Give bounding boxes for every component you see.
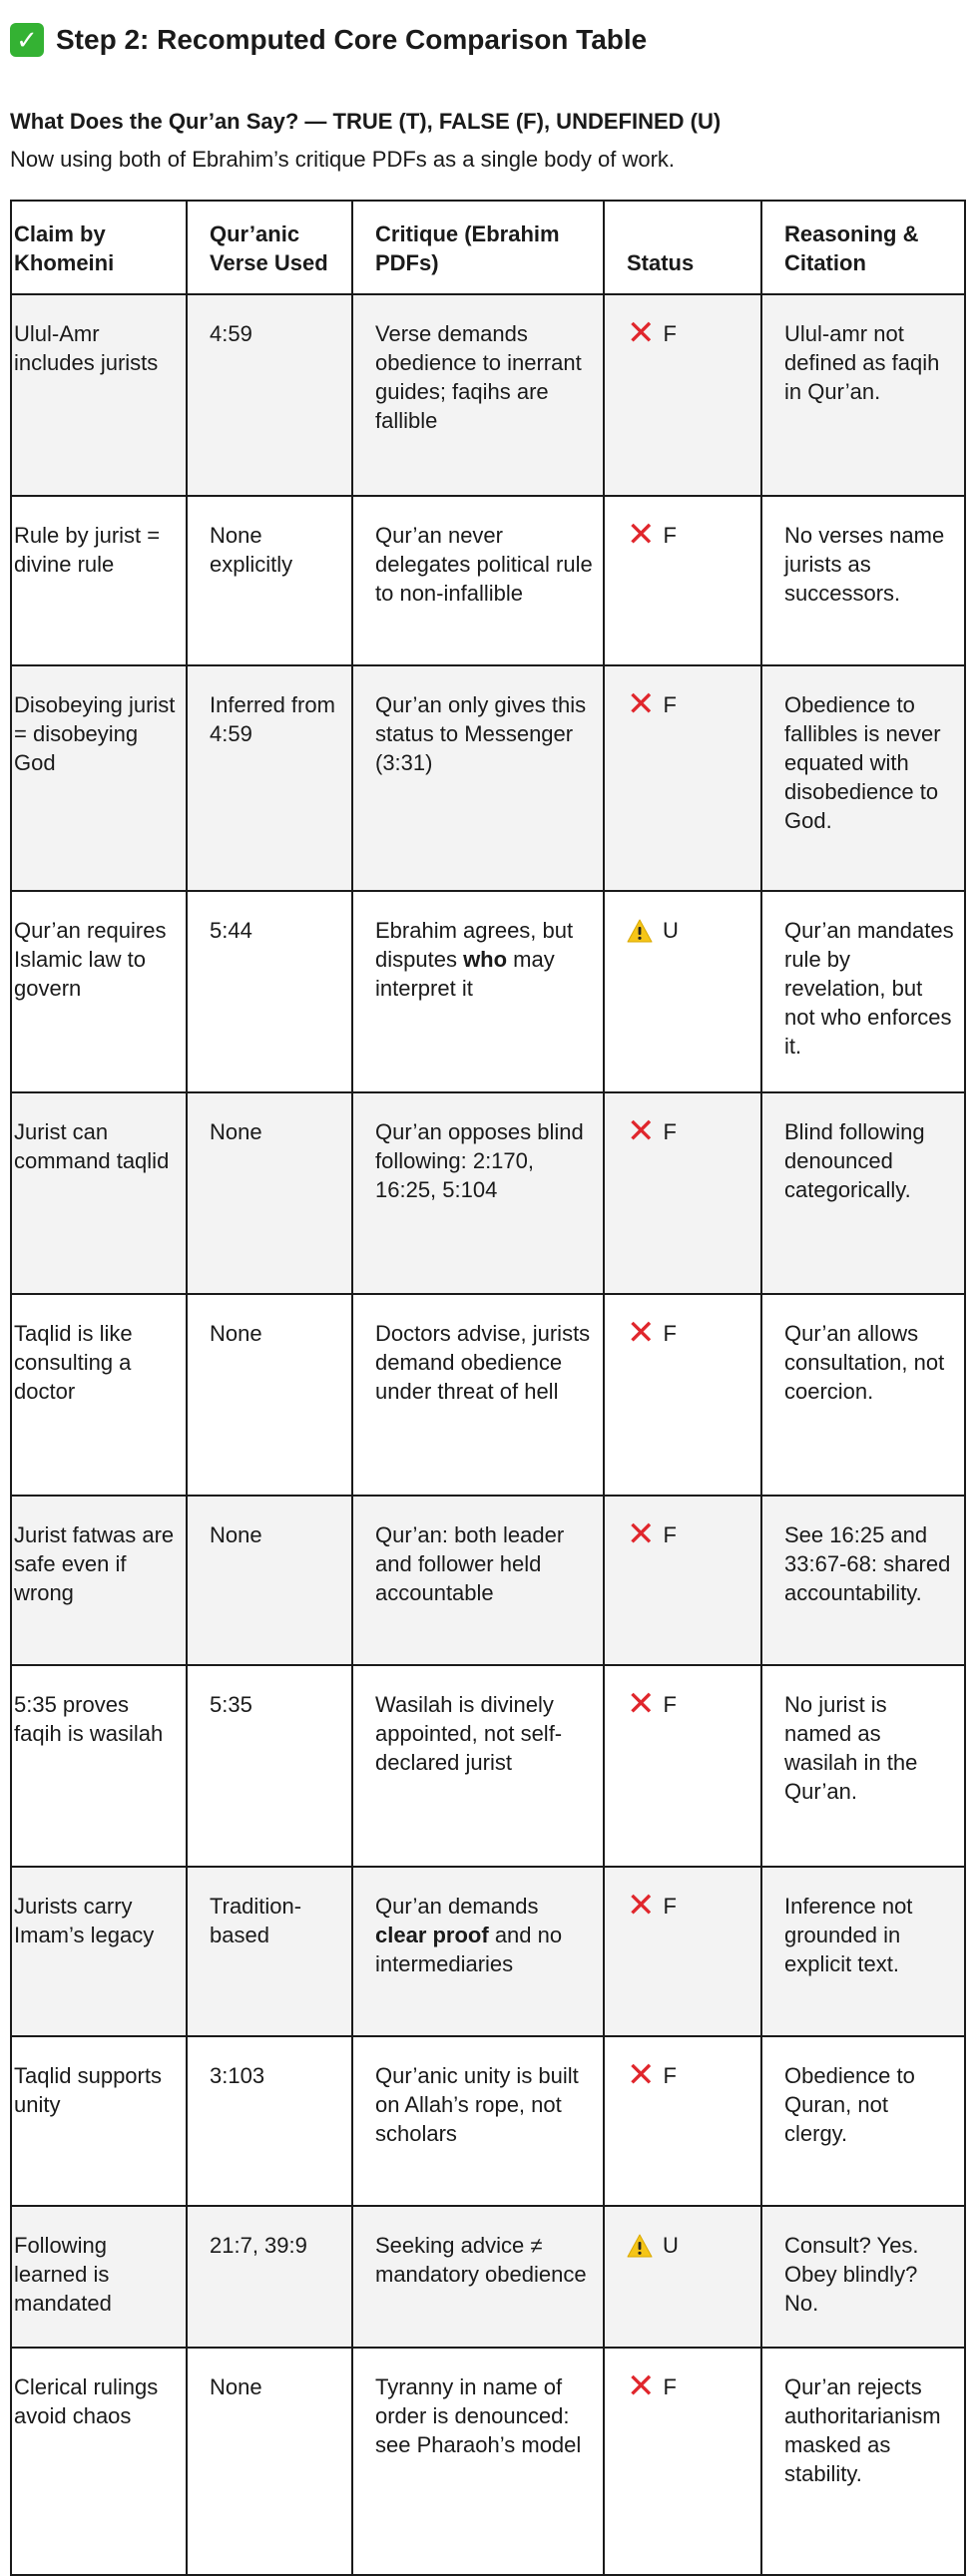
claim-cell: Disobeying jurist = disobeying God (11, 665, 187, 891)
reasoning-cell: Inference not grounded in explicit text. (761, 1867, 965, 2036)
critique-text (375, 2063, 579, 2146)
cross-mark-icon: ✕ (627, 2366, 656, 2406)
comparison-table (10, 200, 966, 2576)
verse-cell: 5:44 (187, 891, 352, 1092)
critique-text (375, 523, 593, 606)
critique-cell (352, 1092, 604, 1294)
critique-text (375, 918, 573, 1001)
status-badge (627, 2366, 752, 2406)
status-label: F (663, 1119, 677, 1144)
table-row (11, 1867, 965, 2036)
critique-cell (352, 496, 604, 665)
page-title (10, 22, 647, 58)
status-badge (627, 1111, 752, 1151)
verse-cell: 3:103 (187, 2036, 352, 2206)
table-row (11, 665, 965, 891)
cross-mark-icon: ✕ (627, 1514, 656, 1554)
status-label: F (663, 1692, 677, 1717)
status-label: F (663, 523, 677, 548)
reasoning-cell: No jurist is named as wasilah in the Qur’an. (761, 1665, 965, 1867)
verse-cell: None explicitly (187, 496, 352, 665)
column-header-verse: Qur’anic Verse Used (187, 201, 352, 294)
critique-segment: Verse demands obedience to inerrant guides; faqihs are fallible (375, 321, 582, 433)
status-label: F (663, 2063, 677, 2088)
reasoning-cell: See 16:25 and 33:67-68: shared accountability. (761, 1496, 965, 1665)
status-badge (627, 684, 752, 724)
claim-cell: Jurist can command taqlid (11, 1092, 187, 1294)
claim-cell: Rule by jurist = divine rule (11, 496, 187, 665)
status-badge (627, 1684, 752, 1724)
table-body (11, 294, 965, 2575)
status-label: U (663, 2233, 679, 2258)
status-cell (604, 1294, 761, 1496)
cross-mark-icon: ✕ (627, 1111, 656, 1151)
status-cell (604, 891, 761, 1092)
status-label: U (663, 918, 679, 943)
status-cell (604, 2036, 761, 2206)
critique-cell (352, 2036, 604, 2206)
column-header-critique: Critique (Ebrahim PDFs) (352, 201, 604, 294)
critique-segment: Qur’an: both leader and follower held accountable (375, 1522, 565, 1605)
cross-mark-icon: ✕ (627, 1684, 656, 1724)
intro-text: Now using both of Ebrahim’s critique PDFs as a single body of work. (10, 147, 676, 172)
critique-emphasis: clear proof (375, 1923, 489, 1947)
cross-mark-icon: ✕ (627, 515, 656, 555)
status-cell (604, 496, 761, 665)
status-badge (627, 2231, 752, 2260)
reasoning-cell: Qur’an rejects authoritarianism masked as stability. (761, 2348, 965, 2575)
table-row (11, 496, 965, 665)
status-cell (604, 1496, 761, 1665)
critique-segment: Ebrahim agrees, but disputes (375, 918, 574, 972)
cross-mark-icon: ✕ (627, 1313, 656, 1353)
reasoning-cell: No verses name jurists as successors. (761, 496, 965, 665)
table-row (11, 1294, 965, 1496)
critique-segment: and no intermediaries (375, 1923, 563, 1976)
critique-segment: Qur’anic unity is built on Allah’s rope, not scholars (375, 2063, 579, 2146)
warning-icon (627, 918, 653, 944)
critique-cell (352, 1294, 604, 1496)
critique-emphasis: who (463, 947, 508, 972)
critique-segment: Doctors advise, jurists demand obedience under threat of hell (375, 1321, 591, 1404)
status-cell (604, 1867, 761, 2036)
check-mark-icon: ✓ (10, 23, 44, 57)
critique-text (375, 1522, 564, 1605)
reasoning-cell: Consult? Yes. Obey blindly? No. (761, 2206, 965, 2348)
status-badge (627, 1886, 752, 1926)
critique-cell (352, 1867, 604, 2036)
page-title-text: Step 2: Recomputed Core Comparison Table (56, 24, 648, 55)
status-label: F (663, 1321, 677, 1346)
verse-cell: Inferred from 4:59 (187, 665, 352, 891)
critique-text (375, 1894, 562, 1976)
critique-text (375, 1692, 562, 1775)
table-row (11, 1092, 965, 1294)
claim-cell: Following learned is mandated (11, 2206, 187, 2348)
status-badge (627, 313, 752, 353)
verse-cell: None (187, 1294, 352, 1496)
status-badge (627, 515, 752, 555)
critique-text (375, 2233, 587, 2287)
status-cell (604, 2206, 761, 2348)
status-badge (627, 916, 752, 945)
status-badge (627, 2055, 752, 2095)
claim-cell: Qur’an requires Islamic law to govern (11, 891, 187, 1092)
reasoning-cell: Qur’an mandates rule by revelation, but not who enforces it. (761, 891, 965, 1092)
cross-mark-icon: ✕ (627, 1886, 656, 1926)
status-badge (627, 1313, 752, 1353)
cross-mark-icon: ✕ (627, 313, 656, 353)
status-cell (604, 1665, 761, 1867)
table-row (11, 2348, 965, 2575)
claim-cell: 5:35 proves faqih is wasilah (11, 1665, 187, 1867)
critique-segment: Tyranny in name of order is denounced: see Pharaoh’s model (375, 2374, 582, 2457)
critique-text (375, 2374, 581, 2457)
status-label: F (663, 1522, 677, 1547)
section-subtitle: What Does the Qur’an Say? — TRUE (T), FALSE (F), UNDEFINED (U) (10, 109, 722, 134)
reasoning-cell: Blind following denounced categorically. (761, 1092, 965, 1294)
column-header-claim: Claim by Khomeini (11, 201, 187, 294)
critique-segment: Seeking advice ≠ mandatory obedience (375, 2233, 587, 2287)
status-label: F (663, 692, 677, 717)
critique-segment: may interpret it (375, 947, 555, 1001)
claim-cell: Taqlid is like consulting a doctor (11, 1294, 187, 1496)
claim-cell: Clerical rulings avoid chaos (11, 2348, 187, 2575)
claim-cell: Ulul-Amr includes jurists (11, 294, 187, 496)
status-label: F (663, 2374, 677, 2399)
warning-icon (627, 2233, 653, 2259)
verse-cell: 5:35 (187, 1665, 352, 1867)
reasoning-cell: Qur’an allows consultation, not coercion. (761, 1294, 965, 1496)
status-cell (604, 665, 761, 891)
table-header (11, 201, 965, 294)
critique-text (375, 692, 586, 775)
verse-cell: None (187, 1496, 352, 1665)
reasoning-cell: Obedience to fallibles is never equated with disobedience to God. (761, 665, 965, 891)
critique-segment: Qur’an opposes blind following: 2:170, 16:25, 5:104 (375, 1119, 584, 1202)
critique-segment: Qur’an only gives this status to Messenger (3:31) (375, 692, 587, 775)
verse-cell: 4:59 (187, 294, 352, 496)
table-row (11, 2206, 965, 2348)
column-header-reasoning: Reasoning & Citation (761, 201, 965, 294)
table-row (11, 294, 965, 496)
critique-cell (352, 1665, 604, 1867)
claim-cell: Taqlid supports unity (11, 2036, 187, 2206)
reasoning-cell: Ulul-amr not defined as faqih in Qur’an. (761, 294, 965, 496)
verse-cell: Tradition-based (187, 1867, 352, 2036)
status-badge (627, 1514, 752, 1554)
critique-cell (352, 2206, 604, 2348)
claim-cell: Jurist fatwas are safe even if wrong (11, 1496, 187, 1665)
critique-cell (352, 665, 604, 891)
status-label: F (663, 321, 677, 346)
status-cell (604, 2348, 761, 2575)
status-label: F (663, 1894, 677, 1919)
claim-cell: Jurists carry Imam’s legacy (11, 1867, 187, 2036)
verse-cell: None (187, 1092, 352, 1294)
table-header-row (11, 201, 965, 294)
critique-segment: Wasilah is divinely appointed, not self-declared jurist (375, 1692, 563, 1775)
status-cell (604, 1092, 761, 1294)
critique-cell (352, 294, 604, 496)
critique-cell (352, 891, 604, 1092)
critique-text (375, 1321, 590, 1404)
critique-cell (352, 1496, 604, 1665)
table-row (11, 1496, 965, 1665)
table-row (11, 1665, 965, 1867)
critique-text (375, 1119, 584, 1202)
cross-mark-icon: ✕ (627, 2055, 656, 2095)
reasoning-cell: Obedience to Quran, not clergy. (761, 2036, 965, 2206)
verse-cell: 21:7, 39:9 (187, 2206, 352, 2348)
critique-segment: Qur’an never delegates political rule to non-infallible (375, 523, 593, 606)
critique-segment: Qur’an demands (375, 1894, 539, 1919)
critique-text (375, 321, 582, 433)
table-row (11, 891, 965, 1092)
status-cell (604, 294, 761, 496)
cross-mark-icon: ✕ (627, 684, 656, 724)
verse-cell: None (187, 2348, 352, 2575)
critique-cell (352, 2348, 604, 2575)
table-row (11, 2036, 965, 2206)
column-header-status: Status (604, 201, 761, 294)
